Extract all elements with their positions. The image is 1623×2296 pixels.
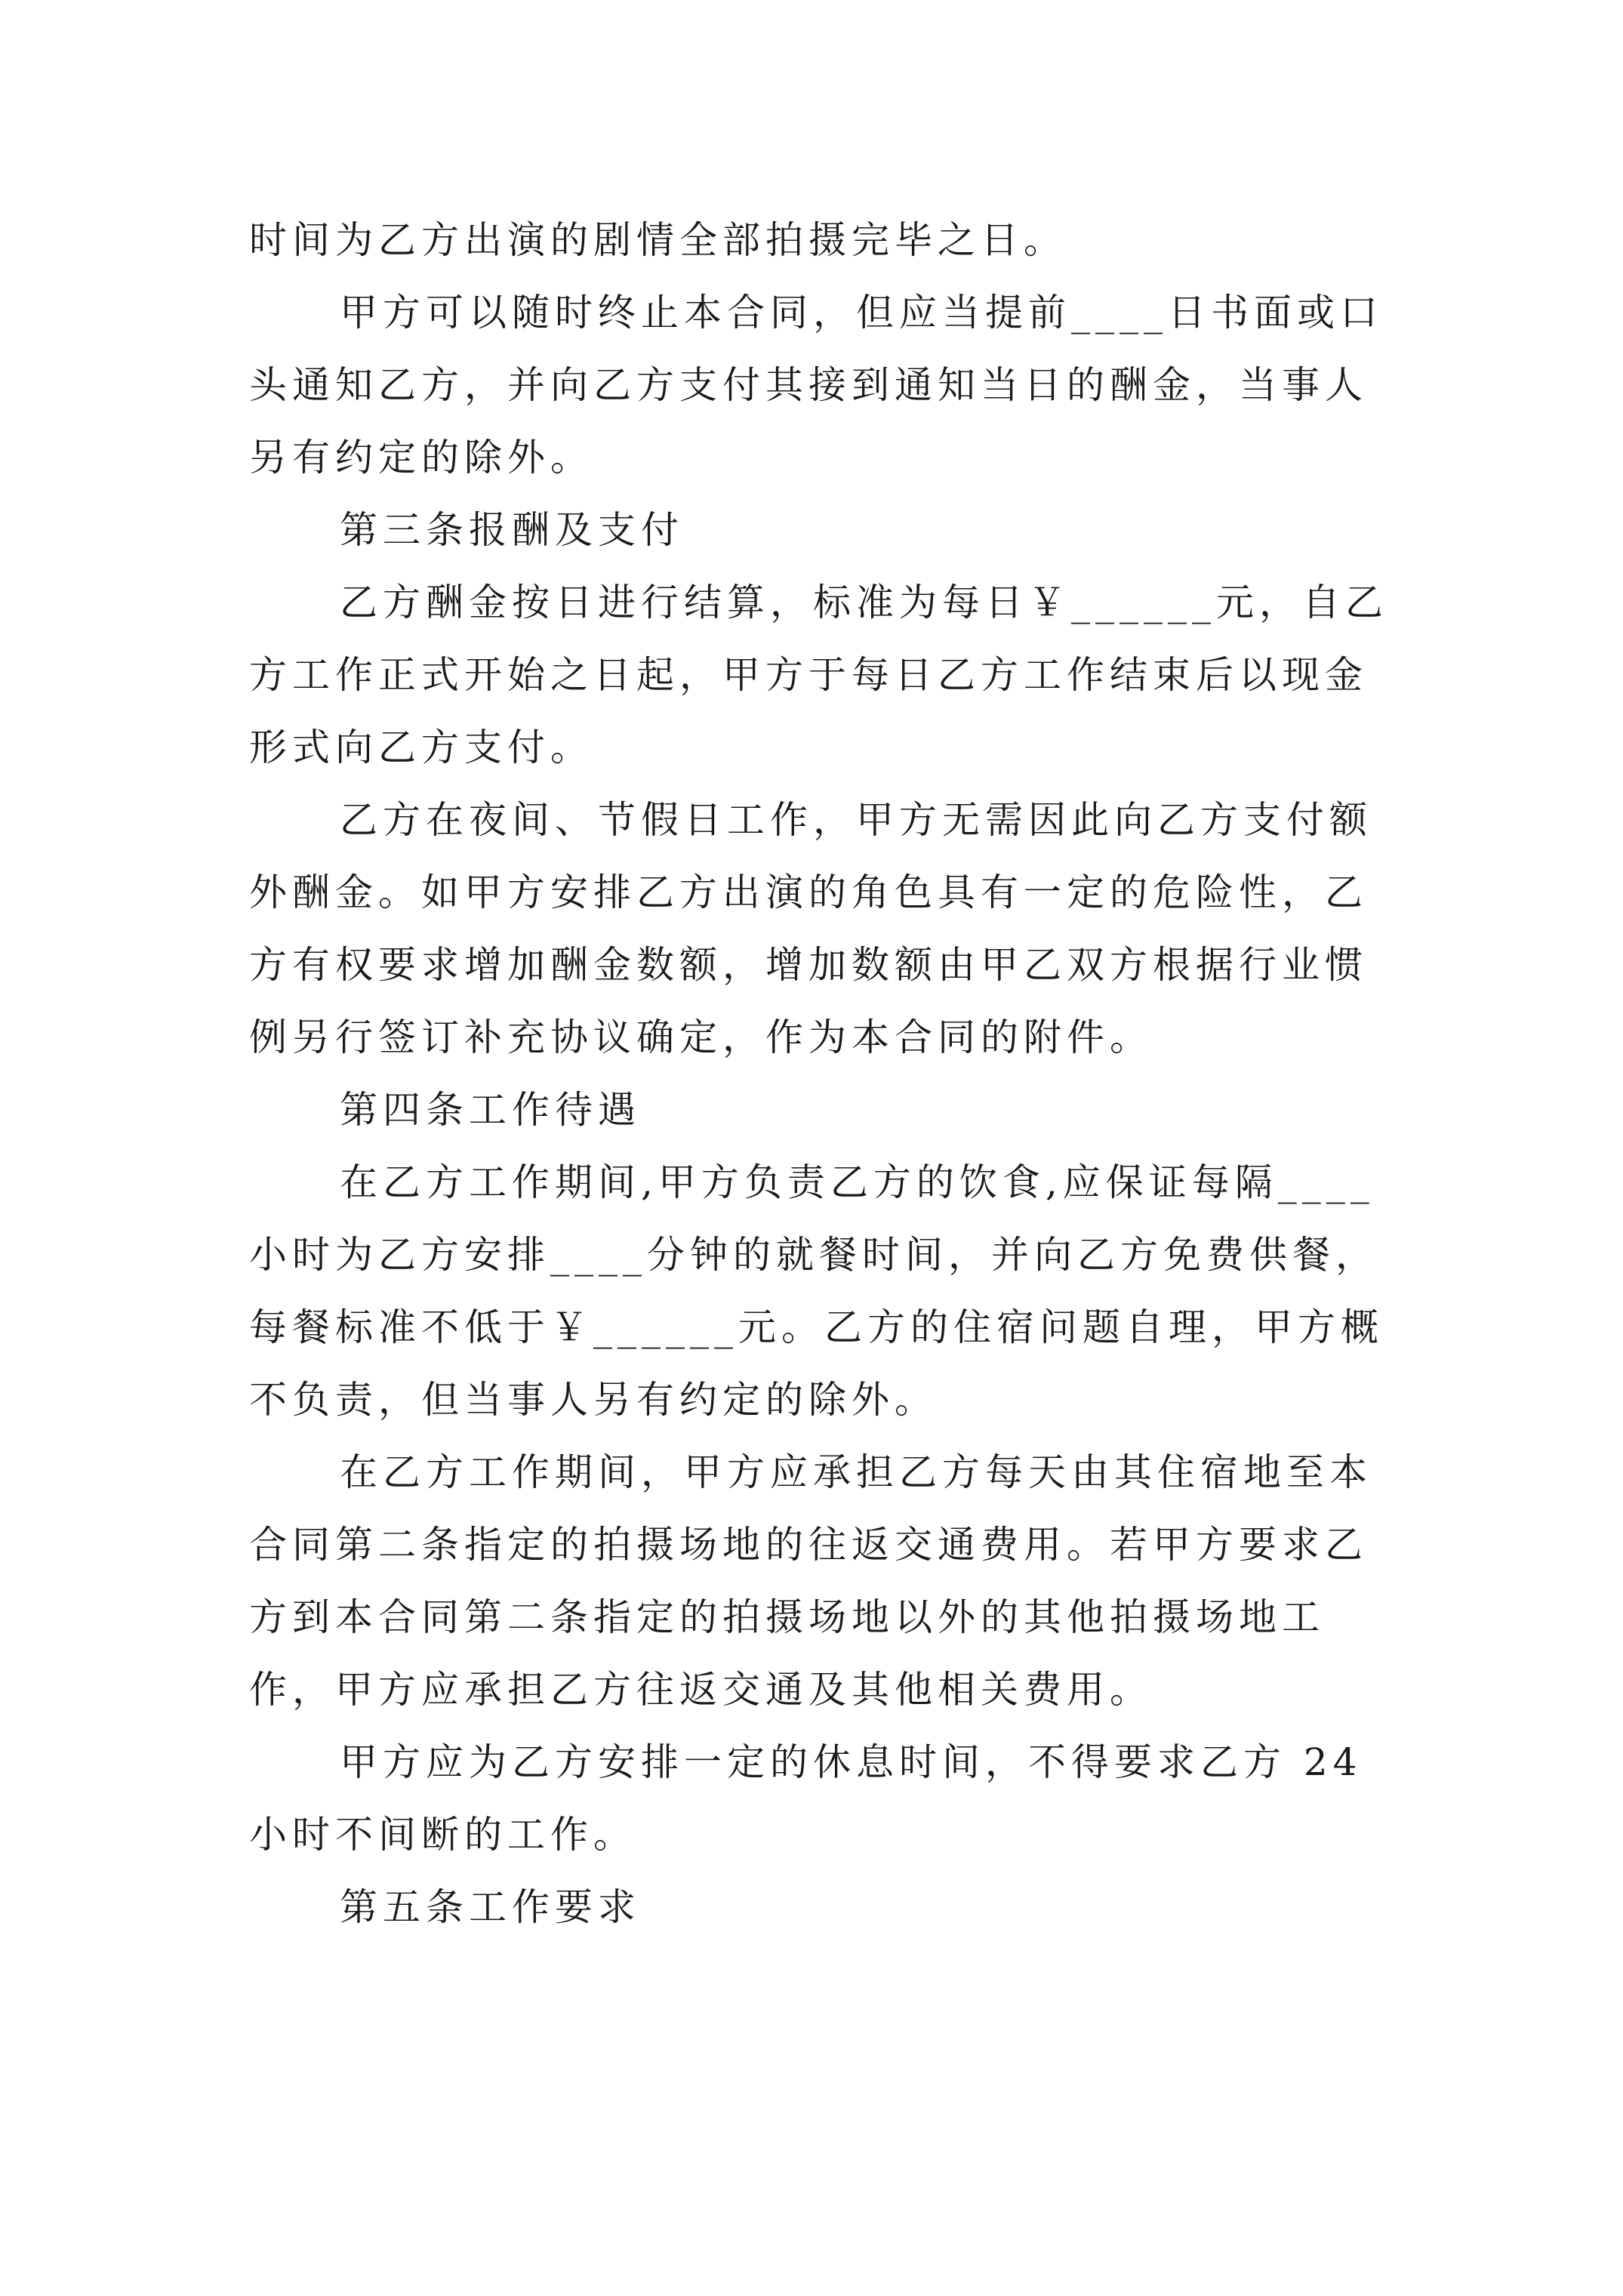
text-line: 方到本合同第二条指定的拍摄场地以外的其他拍摄场地工 [249,1595,1325,1639]
document-body [249,204,1388,1943]
text-line: 甲方应为乙方安排一定的休息时间，不得要求乙方 24 [340,1740,1363,1784]
section-heading: 第五条工作要求 [340,1885,641,1929]
text-line: 例另行签订补充协议确定，作为本合同的附件。 [249,1015,1153,1059]
text-line: 不负责，但当事人另有约定的除外。 [249,1378,938,1422]
text-line: 外酬金。如甲方安排乙方出演的角色具有一定的危险性，乙 [249,871,1368,914]
text-line: 甲方可以随时终止本合同，但应当提前____日书面或口 [340,291,1383,334]
section-heading: 第四条工作待遇 [340,1088,641,1132]
text-line: 乙方在夜间、节假日工作，甲方无需因此向乙方支付额 [340,798,1372,842]
text-line: 作，甲方应承担乙方往返交通及其他相关费用。 [249,1668,1153,1712]
text-line: 方有权要求增加酬金数额，增加数额由甲乙双方根据行业惯 [249,943,1368,987]
text-line: 形式向乙方支付。 [249,726,593,769]
text-line: 在乙方工作期间,甲方负责乙方的饮食,应保证每隔____ [340,1160,1375,1204]
text-line: 乙方酬金按日进行结算，标准为每日￥______元，自乙 [340,581,1388,624]
text-line: 方工作正式开始之日起，甲方于每日乙方工作结束后以现金 [249,653,1368,697]
text-line: 小时不间断的工作。 [249,1813,636,1857]
text-line: 小时为乙方安排____分钟的就餐时间，并向乙方免费供餐， [249,1233,1378,1277]
text-line: 头通知乙方，并向乙方支付其接到通知当日的酬金，当事人 [249,363,1368,407]
text-line: 合同第二条指定的拍摄场地的往返交通费用。若甲方要求乙 [249,1523,1368,1567]
section-heading: 第三条报酬及支付 [340,508,684,552]
text-line: 另有约定的除外。 [249,436,593,479]
text-line: 在乙方工作期间，甲方应承担乙方每天由其住宿地至本 [340,1450,1372,1494]
text-line: 时间为乙方出演的剧情全部拍摄完毕之日。 [249,218,1067,262]
text-line: 每餐标准不低于￥______元。乙方的住宿问题自理，甲方概 [249,1305,1384,1349]
